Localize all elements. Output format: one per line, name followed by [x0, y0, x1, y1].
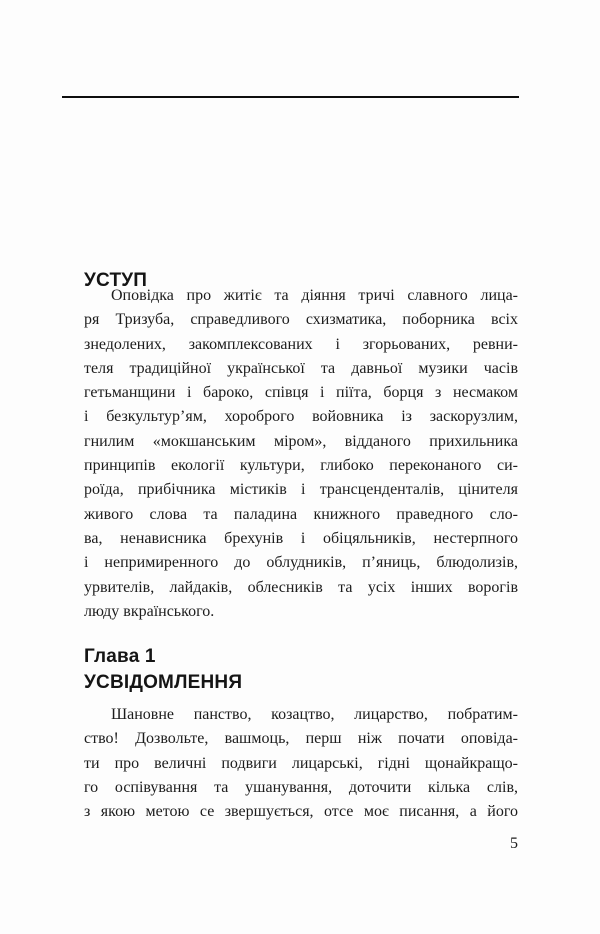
- text-line: гетьманщини і бароко, співця і піїта, борця з несмаком: [84, 384, 518, 402]
- header-rule: [62, 96, 519, 98]
- text-line: з якою метою се звершується, отсе моє писання, а його: [84, 803, 518, 821]
- text-line: ря Тризуба, справедливого схизматика, поборника всіх: [84, 311, 518, 329]
- text-line: роїда, прибічника містиків і трансценденталів, цінителя: [84, 481, 518, 499]
- text-line: і непримиренного до облудників, п’яниць, блюдолизів,: [84, 554, 518, 572]
- text-line: люду вкраїнського.: [84, 602, 215, 620]
- text-line: урвителів, лайдаків, облесників та усіх інших ворогів: [84, 578, 518, 596]
- text-line: живого слова та паладина книжного праведного сло-: [84, 505, 518, 523]
- text-line: Оповідка про житіє та діяння тричі славного лица-: [111, 287, 518, 304]
- text-line: Шановне панство, козацтво, лицарство, побратим-: [111, 706, 518, 723]
- page-number: 5: [510, 835, 518, 852]
- chapter-number: Глава 1: [84, 646, 156, 667]
- text-line: гнилим «мокшанським міром», відданого прихильника: [84, 432, 518, 450]
- section-heading-ustup: УСТУП: [84, 269, 148, 291]
- text-line: і безкультур’ям, хороброго войовника із заскорузлим,: [84, 408, 518, 426]
- chapter-title: УСВІДОМЛЕННЯ: [84, 672, 243, 693]
- intro-paragraph: [84, 284, 518, 624]
- chapter-paragraph: [84, 703, 518, 824]
- text-line: го оспівування та ушанування, доточити кілька слів,: [84, 778, 518, 796]
- chapter-heading: [84, 644, 242, 696]
- text-line: ство! Дозвольте, вашмоць, перш ніж почати оповіда-: [84, 730, 518, 748]
- text-line: ти про величні подвиги лицарські, гідні щонайкращо-: [84, 754, 518, 772]
- text-line: ва, ненависника брехунів і обіцяльників, нестерпного: [84, 529, 518, 547]
- text-line: теля традиційної української та давньої музики часів: [84, 359, 518, 377]
- text-line: принципів екології культури, глибоко переконаного си-: [84, 457, 518, 475]
- text-line: знедолених, закомплексованих і згорьованих, ревни-: [84, 335, 518, 353]
